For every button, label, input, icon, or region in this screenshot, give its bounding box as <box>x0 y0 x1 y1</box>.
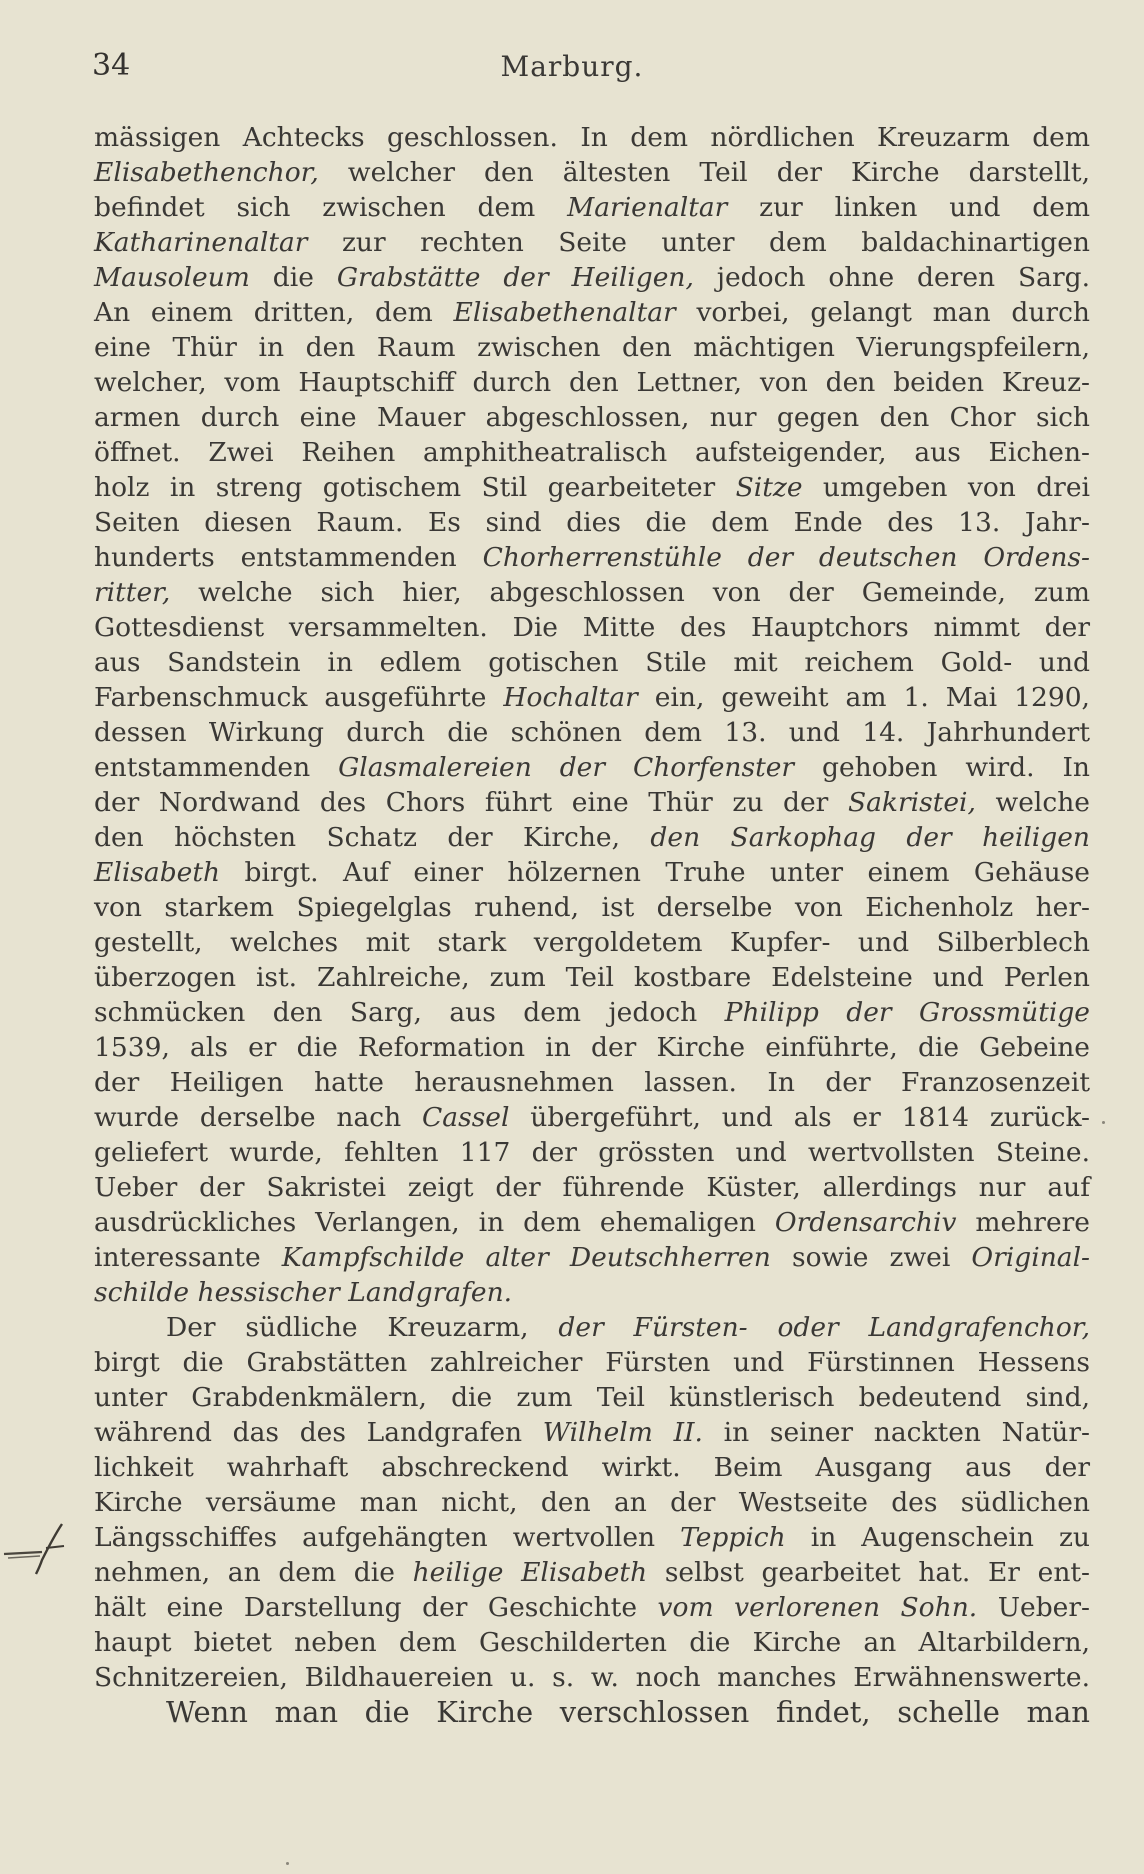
text-segment: der Nordwand des Chors führt eine Thür zu der <box>94 787 848 818</box>
italic-text-segment: Philipp der Grossmütige <box>724 997 1090 1028</box>
text-line <box>94 1065 1090 1100</box>
text-line <box>94 1100 1090 1135</box>
text-line <box>94 400 1090 435</box>
text-segment: Ueber der Sakristei zeigt der führende Küster, allerdings nur auf <box>94 1172 1090 1203</box>
text-line <box>94 575 1090 610</box>
italic-text-segment: Chorherrenstühle der deutschen Ordens- <box>482 542 1090 573</box>
text-line <box>94 260 1090 295</box>
italic-text-segment: Katharinenaltar <box>94 227 308 258</box>
italic-text-segment: Elisabeth <box>94 857 221 888</box>
italic-text-segment: heilige Elisabeth <box>412 1557 648 1588</box>
text-segment: jedoch ohne deren Sarg. <box>693 262 1090 293</box>
text-line <box>94 1205 1090 1240</box>
italic-text-segment: Kampfschilde alter Deutschherren <box>281 1242 771 1273</box>
italic-text-segment: Hochaltar <box>503 682 638 713</box>
paper-speck <box>1102 1121 1105 1124</box>
italic-text-segment: Cassel <box>422 1102 510 1133</box>
italic-text-segment: Original- <box>971 1242 1091 1273</box>
italic-text-segment: Glasmalereien der Chorfenster <box>338 752 795 783</box>
text-segment: welche <box>975 787 1090 818</box>
text-segment: übergeführt, und als er 1814 zurück- <box>509 1102 1090 1133</box>
text-segment: nehmen, an dem die <box>94 1557 413 1588</box>
text-segment: wurde derselbe nach <box>94 1102 423 1133</box>
text-segment: aus Sandstein in edlem gotischen Stile mit reichem Gold- und <box>94 647 1090 678</box>
text-segment: sowie zwei <box>770 1242 972 1273</box>
text-segment: gehoben wird. In <box>794 752 1090 783</box>
text-segment: hält eine Darstellung der Geschichte <box>94 1592 658 1623</box>
italic-text-segment: den Sarkophag der heiligen <box>650 822 1090 853</box>
text-segment: den höchsten Schatz der Kirche, <box>94 822 651 853</box>
text-segment: überzogen ist. Zahlreiche, zum Teil kostbare Edelsteine und Perlen <box>94 962 1090 993</box>
text-segment: ein, geweiht am 1. Mai 1290, <box>637 682 1090 713</box>
text-line <box>94 610 1090 645</box>
italic-text-segment: Grabstätte der Heiligen, <box>336 262 694 293</box>
text-segment: An einem dritten, dem <box>94 297 454 328</box>
text-line <box>94 225 1090 260</box>
running-title: Marburg. <box>500 50 644 83</box>
italic-text-segment: Mausoleum <box>94 262 250 293</box>
text-segment: öffnet. Zwei Reihen amphitheatralisch aufsteigender, aus Eichen- <box>94 437 1090 468</box>
text-line <box>94 995 1090 1030</box>
text-line <box>94 1520 1090 1555</box>
italic-text-segment: schilde hessischer Landgrafen. <box>94 1277 513 1308</box>
text-line <box>94 680 1090 715</box>
text-segment: Der südliche Kreuzarm, <box>166 1312 559 1343</box>
text-segment: der Heiligen hatte herausnehmen lassen. In der Franzosenzeit <box>94 1067 1090 1098</box>
italic-text-segment: Marienaltar <box>567 192 728 223</box>
text-segment: schmücken den Sarg, aus dem jedoch <box>94 997 725 1028</box>
text-line <box>94 960 1090 995</box>
italic-text-segment: Sakristei, <box>847 787 976 818</box>
text-segment: mässigen Achtecks geschlossen. In dem nördlichen Kreuzarm dem <box>94 122 1090 153</box>
text-line <box>94 820 1090 855</box>
text-segment: welcher den ältesten Teil der Kirche darstellt, <box>318 157 1090 188</box>
text-line <box>94 295 1090 330</box>
text-segment: holz in streng gotischem Stil gearbeiteter <box>94 472 736 503</box>
text-segment: befindet sich zwischen dem <box>94 192 568 223</box>
text-line <box>94 505 1090 540</box>
text-segment: Gottesdienst versammelten. Die Mitte des Hauptchors nimmt der <box>94 612 1090 643</box>
text-line <box>94 540 1090 575</box>
text-line <box>94 1450 1090 1485</box>
text-segment: dessen Wirkung durch die schönen dem 13. und 14. Jahrhundert <box>94 717 1090 748</box>
text-line <box>94 1240 1090 1275</box>
text-line <box>94 1590 1090 1625</box>
text-segment: Seiten diesen Raum. Es sind dies die dem Ende des 13. Jahr- <box>94 507 1090 538</box>
text-line <box>94 435 1090 470</box>
text-segment: hunderts entstammenden <box>94 542 483 573</box>
text-segment: 1539, als er die Reformation in der Kirche einführte, die Gebeine <box>94 1032 1090 1063</box>
text-segment: birgt. Auf einer hölzernen Truhe unter einem Gehäuse <box>220 857 1090 888</box>
text-line <box>94 750 1090 785</box>
text-line <box>94 1660 1090 1695</box>
text-segment: eine Thür in den Raum zwischen den mächtigen Vierungspfeilern, <box>94 332 1090 363</box>
text-line <box>94 1695 1090 1730</box>
text-segment: selbst gearbeitet hat. Er ent- <box>647 1557 1090 1588</box>
text-segment: vorbei, gelangt man durch <box>675 297 1090 328</box>
italic-text-segment: Elisabethenchor, <box>94 157 319 188</box>
text-segment: mehrere <box>956 1207 1090 1238</box>
italic-text-segment: Elisabethenaltar <box>453 297 676 328</box>
text-segment: geliefert wurde, fehlten 117 der grössten und wertvollsten Steine. <box>94 1137 1090 1168</box>
italic-text-segment: Ordensarchiv <box>774 1207 957 1238</box>
text-segment: Kirche versäume man nicht, den an der Westseite des südlichen <box>94 1487 1090 1518</box>
text-line <box>94 155 1090 190</box>
text-line <box>94 1170 1090 1205</box>
text-segment: während das des Landgrafen <box>94 1417 543 1448</box>
text-segment: gestellt, welches mit stark vergoldetem Kupfer- und Silberblech <box>94 927 1090 958</box>
text-segment: welcher, vom Hauptschiff durch den Lettner, von den beiden Kreuz- <box>94 367 1090 398</box>
text-line <box>94 855 1090 890</box>
text-segment: birgt die Grabstätten zahlreicher Fürsten und Fürstinnen Hessens <box>94 1347 1090 1378</box>
text-line <box>94 1485 1090 1520</box>
text-line <box>94 1555 1090 1590</box>
text-segment: interessante <box>94 1242 282 1273</box>
text-segment: in Augenschein zu <box>785 1522 1090 1553</box>
text-segment: Farbenschmuck ausgeführte <box>94 682 504 713</box>
text-line <box>94 120 1090 155</box>
text-segment: haupt bietet neben dem Geschilderten die Kirche an Altarbildern, <box>94 1627 1090 1658</box>
text-line <box>94 715 1090 750</box>
text-line <box>94 925 1090 960</box>
text-line <box>94 890 1090 925</box>
text-line <box>94 645 1090 680</box>
text-line <box>94 785 1090 820</box>
page-number: 34 <box>92 48 131 83</box>
text-segment: die <box>249 262 337 293</box>
text-segment: zur rechten Seite unter dem baldachinartigen <box>307 227 1090 258</box>
text-segment: Wenn man die Kirche verschlossen findet, schelle man <box>166 1695 1090 1729</box>
text-line <box>94 1030 1090 1065</box>
text-line <box>94 190 1090 225</box>
text-segment: unter Grabdenkmälern, die zum Teil künstlerisch bedeutend sind, <box>94 1382 1090 1413</box>
text-line <box>94 1275 1090 1310</box>
text-line <box>94 1310 1090 1345</box>
text-segment: Ueber- <box>977 1592 1090 1623</box>
text-segment: von starkem Spiegelglas ruhend, ist derselbe von Eichenholz her- <box>94 892 1090 923</box>
text-segment: ausdrückliches Verlangen, in dem ehemaligen <box>94 1207 775 1238</box>
text-line <box>94 1625 1090 1660</box>
text-segment: Schnitzereien, Bildhauereien u. s. w. noch manches Erwähnenswerte. <box>94 1662 1090 1693</box>
text-segment: lichkeit wahrhaft abschreckend wirkt. Beim Ausgang aus der <box>94 1452 1090 1483</box>
text-line <box>94 1135 1090 1170</box>
text-line <box>94 1380 1090 1415</box>
italic-text-segment: der Fürsten- oder Landgrafenchor, <box>558 1312 1090 1343</box>
italic-text-segment: vom verlorenen Sohn. <box>657 1592 978 1623</box>
text-segment: in seiner nackten Natür- <box>702 1417 1090 1448</box>
text-segment: entstammenden <box>94 752 339 783</box>
text-line <box>94 330 1090 365</box>
text-line <box>94 470 1090 505</box>
text-line <box>94 1415 1090 1450</box>
text-line <box>94 365 1090 400</box>
handwritten-margin-mark-icon <box>2 1518 82 1578</box>
italic-text-segment: ritter, <box>94 577 171 608</box>
italic-text-segment: Teppich <box>680 1522 786 1553</box>
italic-text-segment: Sitze <box>735 472 803 503</box>
text-segment: zur linken und dem <box>727 192 1091 223</box>
text-segment: armen durch eine Mauer abgeschlossen, nur gegen den Chor sich <box>94 402 1090 433</box>
text-segment: welche sich hier, abgeschlossen von der Gemeinde, zum <box>170 577 1090 608</box>
paper-speck <box>286 1862 289 1865</box>
text-segment: umgeben von drei <box>802 472 1091 503</box>
body-text <box>94 120 1090 1730</box>
text-segment: Längsschiffes aufgehängten wertvollen <box>94 1522 681 1553</box>
italic-text-segment: Wilhelm II. <box>542 1417 703 1448</box>
text-line <box>94 1345 1090 1380</box>
